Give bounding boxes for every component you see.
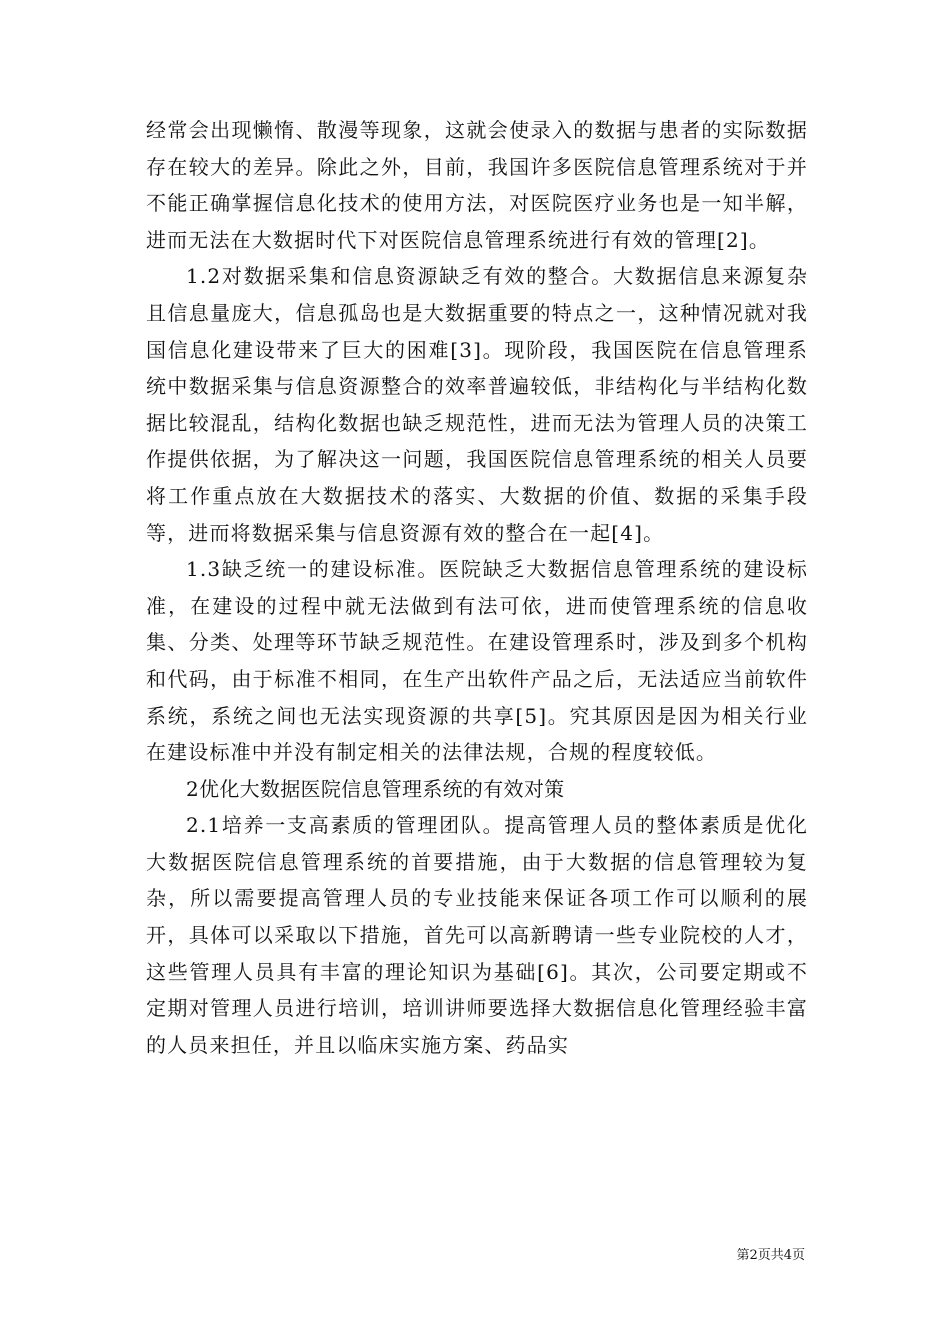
paragraph-section-1-3: 1.3缺乏统一的建设标准。医院缺乏大数据信息管理系统的建设标准，在建设的过程中就无法做到有法可依，进而使管理系统的信息收集、分类、处理等环节缺乏规范性。在建设管理系时，涉及到多个机构和代码，由于标准不相同，在生产出软件产品之后，无法适应当前软件系统，系统之间也无法实现资源的共享[5]。究其原因是因为相关行业在建设标准中并没有制定相关的法律法规，合规的程度较低。 bbox=[146, 557, 808, 765]
document-body bbox=[146, 112, 808, 1063]
paragraph-section-2-1: 2.1培养一支高素质的管理团队。提高管理人员的整体素质是优化大数据医院信息管理系统的首要措施，由于大数据的信息管理较为复杂，所以需要提高管理人员的专业技能来保证各项工作可以顺利的展开，具体可以采取以下措施，首先可以高新聘请一些专业院校的人才，这些管理人员具有丰富的理论知识为基础[6]。其次，公司要定期或不定期对管理人员进行培训，培训讲师要选择大数据信息化管理经验丰富的人员来担任，并且以临床实施方案、药品实 bbox=[146, 813, 808, 1057]
paragraph-section-1-2: 1.2对数据采集和信息资源缺乏有效的整合。大数据信息来源复杂且信息量庞大，信息孤岛也是大数据重要的特点之一，这种情况就对我国信息化建设带来了巨大的困难[3]。现阶段，我国医院在信息管理系统中数据采集与信息资源整合的效率普遍较低，非结构化与半结构化数据比较混乱，结构化数据也缺乏规范性，进而无法为管理人员的决策工作提供依据，为了解决这一问题，我国医院信息管理系统的相关人员要将工作重点放在大数据技术的落实、大数据的价值、数据的采集手段等，进而将数据采集与信息资源有效的整合在一起[4]。 bbox=[146, 264, 808, 545]
page-number-footer: 第2页共4页 bbox=[736, 1248, 805, 1263]
section-heading-2: 2优化大数据医院信息管理系统的有效对策 bbox=[186, 776, 565, 801]
paragraph-continuation: 经常会出现懒惰、散漫等现象，这就会使录入的数据与患者的实际数据存在较大的差异。除此之外，目前，我国许多医院信息管理系统对于并不能正确掌握信息化技术的使用方法，对医院医疗业务也是一知半解，进而无法在大数据时代下对医院信息管理系统进行有效的管理[2]。 bbox=[146, 118, 808, 252]
